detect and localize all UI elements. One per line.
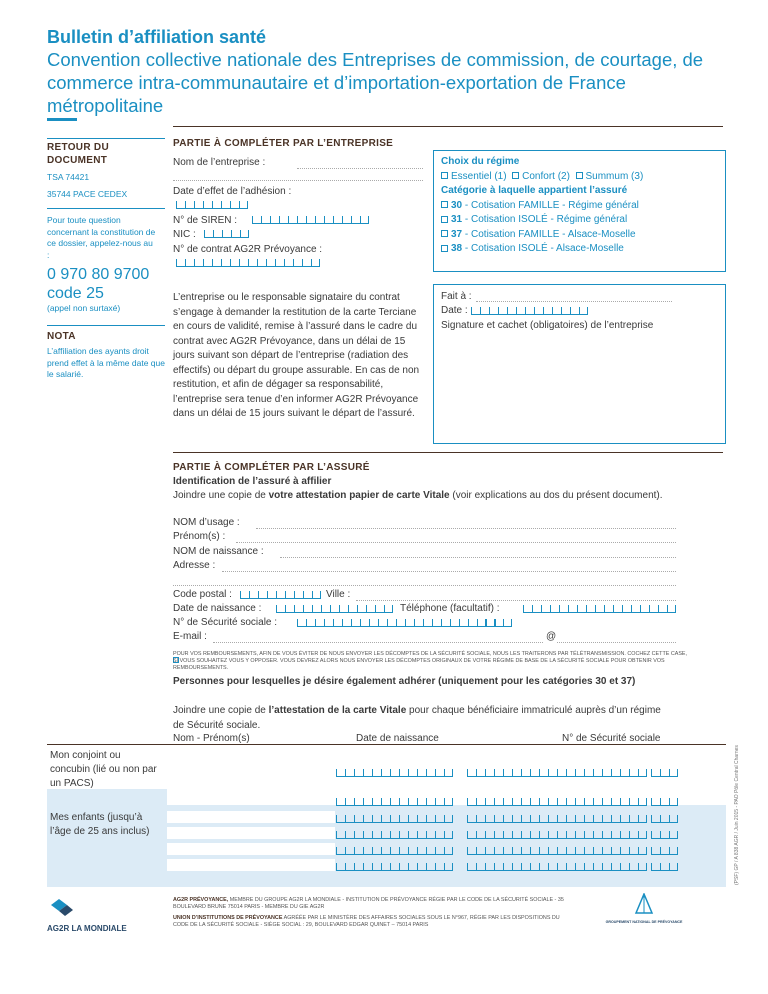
summum-label: Summum (3) xyxy=(585,170,644,182)
email-at: @ xyxy=(546,631,557,642)
ident-title: Identification de l’assuré à affilier xyxy=(173,476,332,487)
vertical-reference xyxy=(734,745,742,885)
engagement-text: L’entreprise ou le responsable signataire du contrat s’engage à demander la restitution de la carte Terciane en cours de validité, remise à l’assuré dans le cadre du contrat avec AG2R Prévoyance, dans un délai de 15 jours suivant son départ de l’entreprise (radiation des effectifs) ou départ du groupe assurable. En cas de non restitution, et afin de dégager sa responsabilité, l’entreprise sera tenue d’en informer AG2R Prévoyance dans un délai de 15 jours suivant le départ de l’assuré. xyxy=(173,292,420,419)
nom-usage-field[interactable] xyxy=(256,528,676,529)
enfant-4-secu-key[interactable] xyxy=(651,863,678,871)
beneficiaires-joindre xyxy=(173,704,673,733)
nic-label: NIC : xyxy=(173,229,196,240)
regime-options xyxy=(441,170,726,185)
confort-label: Confort (2) xyxy=(522,170,570,182)
siren-field[interactable] xyxy=(252,216,369,224)
enfant-3-name-field[interactable] xyxy=(167,843,335,855)
cat37-row xyxy=(441,228,726,243)
conjoint-secu-field[interactable] xyxy=(467,769,647,777)
vertical-reference-text: (PSF) GP / A 838 AGR / Juin 2015 - PAO Pôle Central Charnes xyxy=(734,745,740,885)
joindre-text xyxy=(173,489,683,504)
enfants-label: Mes enfants (jusqu’à l’âge de 25 ans inclus) xyxy=(50,812,150,837)
categorie-title: Catégorie à laquelle appartient l’assuré xyxy=(441,185,628,196)
joindre-text-bold: votre attestation papier de carte Vitale xyxy=(268,490,450,501)
entreprise-section-title: PARTIE À COMPLÉTER PAR L’ENTREPRISE xyxy=(173,138,394,149)
email-field-user[interactable] xyxy=(213,642,543,643)
secu-key-field[interactable] xyxy=(485,619,512,627)
telephone-label: Téléphone (facultatif) : xyxy=(400,603,500,614)
section-rule xyxy=(173,126,723,127)
ag2r-logo-text: AG2R LA MONDIALE xyxy=(47,924,127,933)
ville-label: Ville : xyxy=(326,589,351,600)
beneficiaires-joindre-pre: Joindre une copie de xyxy=(173,705,269,716)
email-field-domain[interactable] xyxy=(557,642,676,643)
nota-text: L’affiliation des ayants droit prend effet à la même date que le salarié. xyxy=(47,346,165,379)
choix-regime-title: Choix du régime xyxy=(441,156,520,167)
cat37-number: 37 xyxy=(451,228,463,240)
col-nom-header: Nom - Prénom(s) xyxy=(173,733,250,744)
conjoint-label: Mon conjoint ou concubin (lié ou non par un PACS) xyxy=(50,750,157,789)
summum-checkbox[interactable] xyxy=(576,172,583,179)
essentiel-checkbox[interactable] xyxy=(441,172,448,179)
nom-naissance-field[interactable] xyxy=(280,557,676,558)
enfant-1-date-field[interactable] xyxy=(336,815,453,823)
document-title: Bulletin d’affiliation santé xyxy=(47,27,267,47)
contrat-field[interactable] xyxy=(176,259,320,267)
fait-label: Fait à : xyxy=(441,291,472,302)
date-naissance-label: Date de naissance : xyxy=(173,603,262,614)
date-signature-label: Date : xyxy=(441,305,468,316)
nom-entreprise-label: Nom de l’entreprise : xyxy=(173,157,266,168)
adresse-field-line2[interactable] xyxy=(173,585,676,586)
cat31-number: 31 xyxy=(451,214,463,225)
teletransmission-notice: POUR VOS REMBOURSEMENTS, AFIN DE VOUS ÉVITER DE NOUS ENVOYER LES DÉCOMPTES DE LA SÉCURITÉ SOCIALE, NOUS LES TRAITERONS PAR TÉLÉTRANSMISSION. COCHEZ CETTE CASE, SI VOUS SOUHAITEZ VOUS Y OPPOSER. VOUS DEVREZ ALORS NOUS ENVOYER LES DÉCOMPTES ORIGINAUX DE VOTRE RÉGIME DE BASE DE LA SÉCURITÉ SOCIALE POUR OBTENIR VOS REMBOURSEMENTS. xyxy=(173,651,688,671)
nota-heading: NOTA xyxy=(47,330,76,342)
date-signature-field[interactable] xyxy=(471,307,588,315)
phone-number: 0 970 80 9700 xyxy=(47,266,150,283)
section-rule xyxy=(173,452,723,453)
cat30-number: 30 xyxy=(451,199,463,211)
row-date-field[interactable] xyxy=(336,798,453,806)
nom-entreprise-field[interactable] xyxy=(297,168,423,169)
cat38-checkbox[interactable] xyxy=(441,245,448,252)
gnp-logo-text: GROUPEMENT NATIONAL DE PRÉVOYANCE xyxy=(605,920,683,924)
cat38-number: 38 xyxy=(451,243,463,254)
beneficiaires-joindre-post: pour chaque bénéficiaire immatriculé auprès d’un régime de Sécurité sociale. xyxy=(173,705,661,731)
nic-field[interactable] xyxy=(204,230,249,238)
nom-naissance-label: NOM de naissance : xyxy=(173,546,264,557)
cat31-label: - Cotisation ISOLÉ - Régime général xyxy=(462,214,628,225)
footer-line-1-text: MEMBRE DU GROUPE AG2R LA MONDIALE - INSTITUTION DE PRÉVOYANCE RÉGIE PAR LE CODE DE LA SÉCURITÉ SOCIALE - 35 BOULEVARD BRUNE 75014 PARIS - MEMBRE DU GIE AG2R xyxy=(173,897,564,910)
footer-line-2-bold: UNION D’INSTITUTIONS DE PRÉVOYANCE xyxy=(173,915,283,921)
code-postal-field[interactable] xyxy=(240,591,321,599)
cachet-label: Signature et cachet (obligatoires) de l’entreprise xyxy=(441,320,654,331)
nom-usage-label: NOM d’usage : xyxy=(173,517,240,528)
enfant-2-date-field[interactable] xyxy=(336,831,453,839)
enfant-2-secu-key[interactable] xyxy=(651,831,678,839)
enfant-3-secu-key[interactable] xyxy=(651,847,678,855)
siren-label: N° de SIREN : xyxy=(173,215,238,226)
gnp-logo xyxy=(604,893,684,924)
cat37-label: - Cotisation FAMILLE - Alsace-Moselle xyxy=(462,228,636,240)
cat30-checkbox[interactable] xyxy=(441,201,448,208)
beneficiaires-joindre-bold: l’attestation de la carte Vitale xyxy=(268,705,407,716)
date-effet-field[interactable] xyxy=(176,201,248,209)
enfant-4-date-field[interactable] xyxy=(336,863,453,871)
prenoms-label: Prénom(s) : xyxy=(173,531,226,542)
joindre-text-post: (voir explications au dos du présent document). xyxy=(449,490,663,501)
confort-checkbox[interactable] xyxy=(512,172,519,179)
cat37-checkbox[interactable] xyxy=(441,230,448,237)
document-subtitle: Convention collective nationale des Entreprises de commission, de courtage, de commerce intra-communautaire et d’importation-exportation de France métropolitaine xyxy=(47,49,704,116)
question-text: Pour toute question concernant la constitution de ce dossier, appelez-nous au : xyxy=(47,215,156,260)
col-secu-header: N° de Sécurité sociale xyxy=(562,733,661,744)
footer-line-2 xyxy=(173,915,573,929)
sidebar-rule xyxy=(47,138,165,139)
address-line-1: TSA 74421 xyxy=(47,172,90,182)
enfant-1-secu-key[interactable] xyxy=(651,815,678,823)
phone-note: (appel non surtaxé) xyxy=(47,303,121,313)
cat30-label: - Cotisation FAMILLE - Régime général xyxy=(462,199,639,211)
fait-field[interactable] xyxy=(476,301,672,302)
retour-heading: RETOUR DU DOCUMENT xyxy=(47,142,109,166)
enfant-4-secu-field[interactable] xyxy=(467,863,647,871)
cat38-row xyxy=(441,242,726,257)
footer-line-1 xyxy=(173,897,573,911)
address-line-2: 35744 PACE CEDEX xyxy=(47,188,128,199)
enfant-3-secu-field[interactable] xyxy=(467,847,647,855)
ville-field[interactable] xyxy=(356,600,676,601)
adresse-label: Adresse : xyxy=(173,560,216,571)
title-rule xyxy=(47,118,77,121)
ag2r-logo xyxy=(47,897,127,933)
enfant-1-name-field[interactable] xyxy=(167,811,335,823)
enfant-3-date-field[interactable] xyxy=(336,847,453,855)
sidebar-rule xyxy=(47,325,165,326)
secu-field[interactable] xyxy=(297,619,504,627)
enfant-1-secu-field[interactable] xyxy=(467,815,647,823)
regime-panel xyxy=(441,155,726,257)
row-secu-key[interactable] xyxy=(651,798,678,806)
essentiel-label: Essentiel (1) xyxy=(451,170,507,182)
phone-code: code 25 xyxy=(47,285,104,302)
enfant-2-secu-field[interactable] xyxy=(467,831,647,839)
assure-section-title: PARTIE À COMPLÉTER PAR L’ASSURÉ xyxy=(173,462,370,473)
date-naissance-field[interactable] xyxy=(276,605,393,613)
sidebar xyxy=(47,138,165,381)
ag2r-logo-icon xyxy=(47,897,77,917)
enfant-4-name-field[interactable] xyxy=(167,859,335,871)
row-secu-field[interactable] xyxy=(467,798,647,806)
cat38-label: - Cotisation ISOLÉ - Alsace-Moselle xyxy=(462,243,624,254)
contrat-label: N° de contrat AG2R Prévoyance : xyxy=(173,244,323,255)
prenoms-field[interactable] xyxy=(236,542,676,543)
gnp-logo-icon xyxy=(634,893,654,915)
conjoint-secu-key[interactable] xyxy=(651,769,678,777)
footer-line-1-bold: AG2R PRÉVOYANCE, xyxy=(173,897,229,903)
beneficiaires-title: Personnes pour lesquelles je désire également adhérer (uniquement pour les catégories 30 et 37) xyxy=(173,676,636,687)
nom-entreprise-field-line2[interactable] xyxy=(173,180,423,181)
cat31-checkbox[interactable] xyxy=(441,216,448,223)
telephone-field[interactable] xyxy=(523,605,676,613)
code-postal-label: Code postal : xyxy=(173,589,232,600)
cat30-row xyxy=(441,199,726,214)
conjoint-date-field[interactable] xyxy=(336,769,453,777)
sidebar-rule xyxy=(47,208,165,209)
secu-label: N° de Sécurité sociale : xyxy=(173,617,278,628)
document-header xyxy=(47,26,727,117)
enfant-2-name-field[interactable] xyxy=(167,827,335,839)
email-label: E-mail : xyxy=(173,631,207,642)
footer-line-2-text: AGRÉÉE PAR LE MINISTÈRE DES AFFAIRES SOCIALES SOUS LE N°967, RÉGIE PAR LES DISPOSITIONS DU CODE DE LA SÉCURITÉ SOCIALE - SIÈGE SOCIAL : 29, BOULEVARD EDGAR QUINET – 75014 PARIS xyxy=(173,915,560,928)
cat31-row xyxy=(441,213,726,228)
adresse-field[interactable] xyxy=(222,571,676,572)
date-effet-label: Date d’effet de l’adhésion : xyxy=(173,186,292,197)
col-date-header: Date de naissance xyxy=(356,733,439,744)
joindre-text-pre: Joindre une copie de xyxy=(173,490,269,501)
